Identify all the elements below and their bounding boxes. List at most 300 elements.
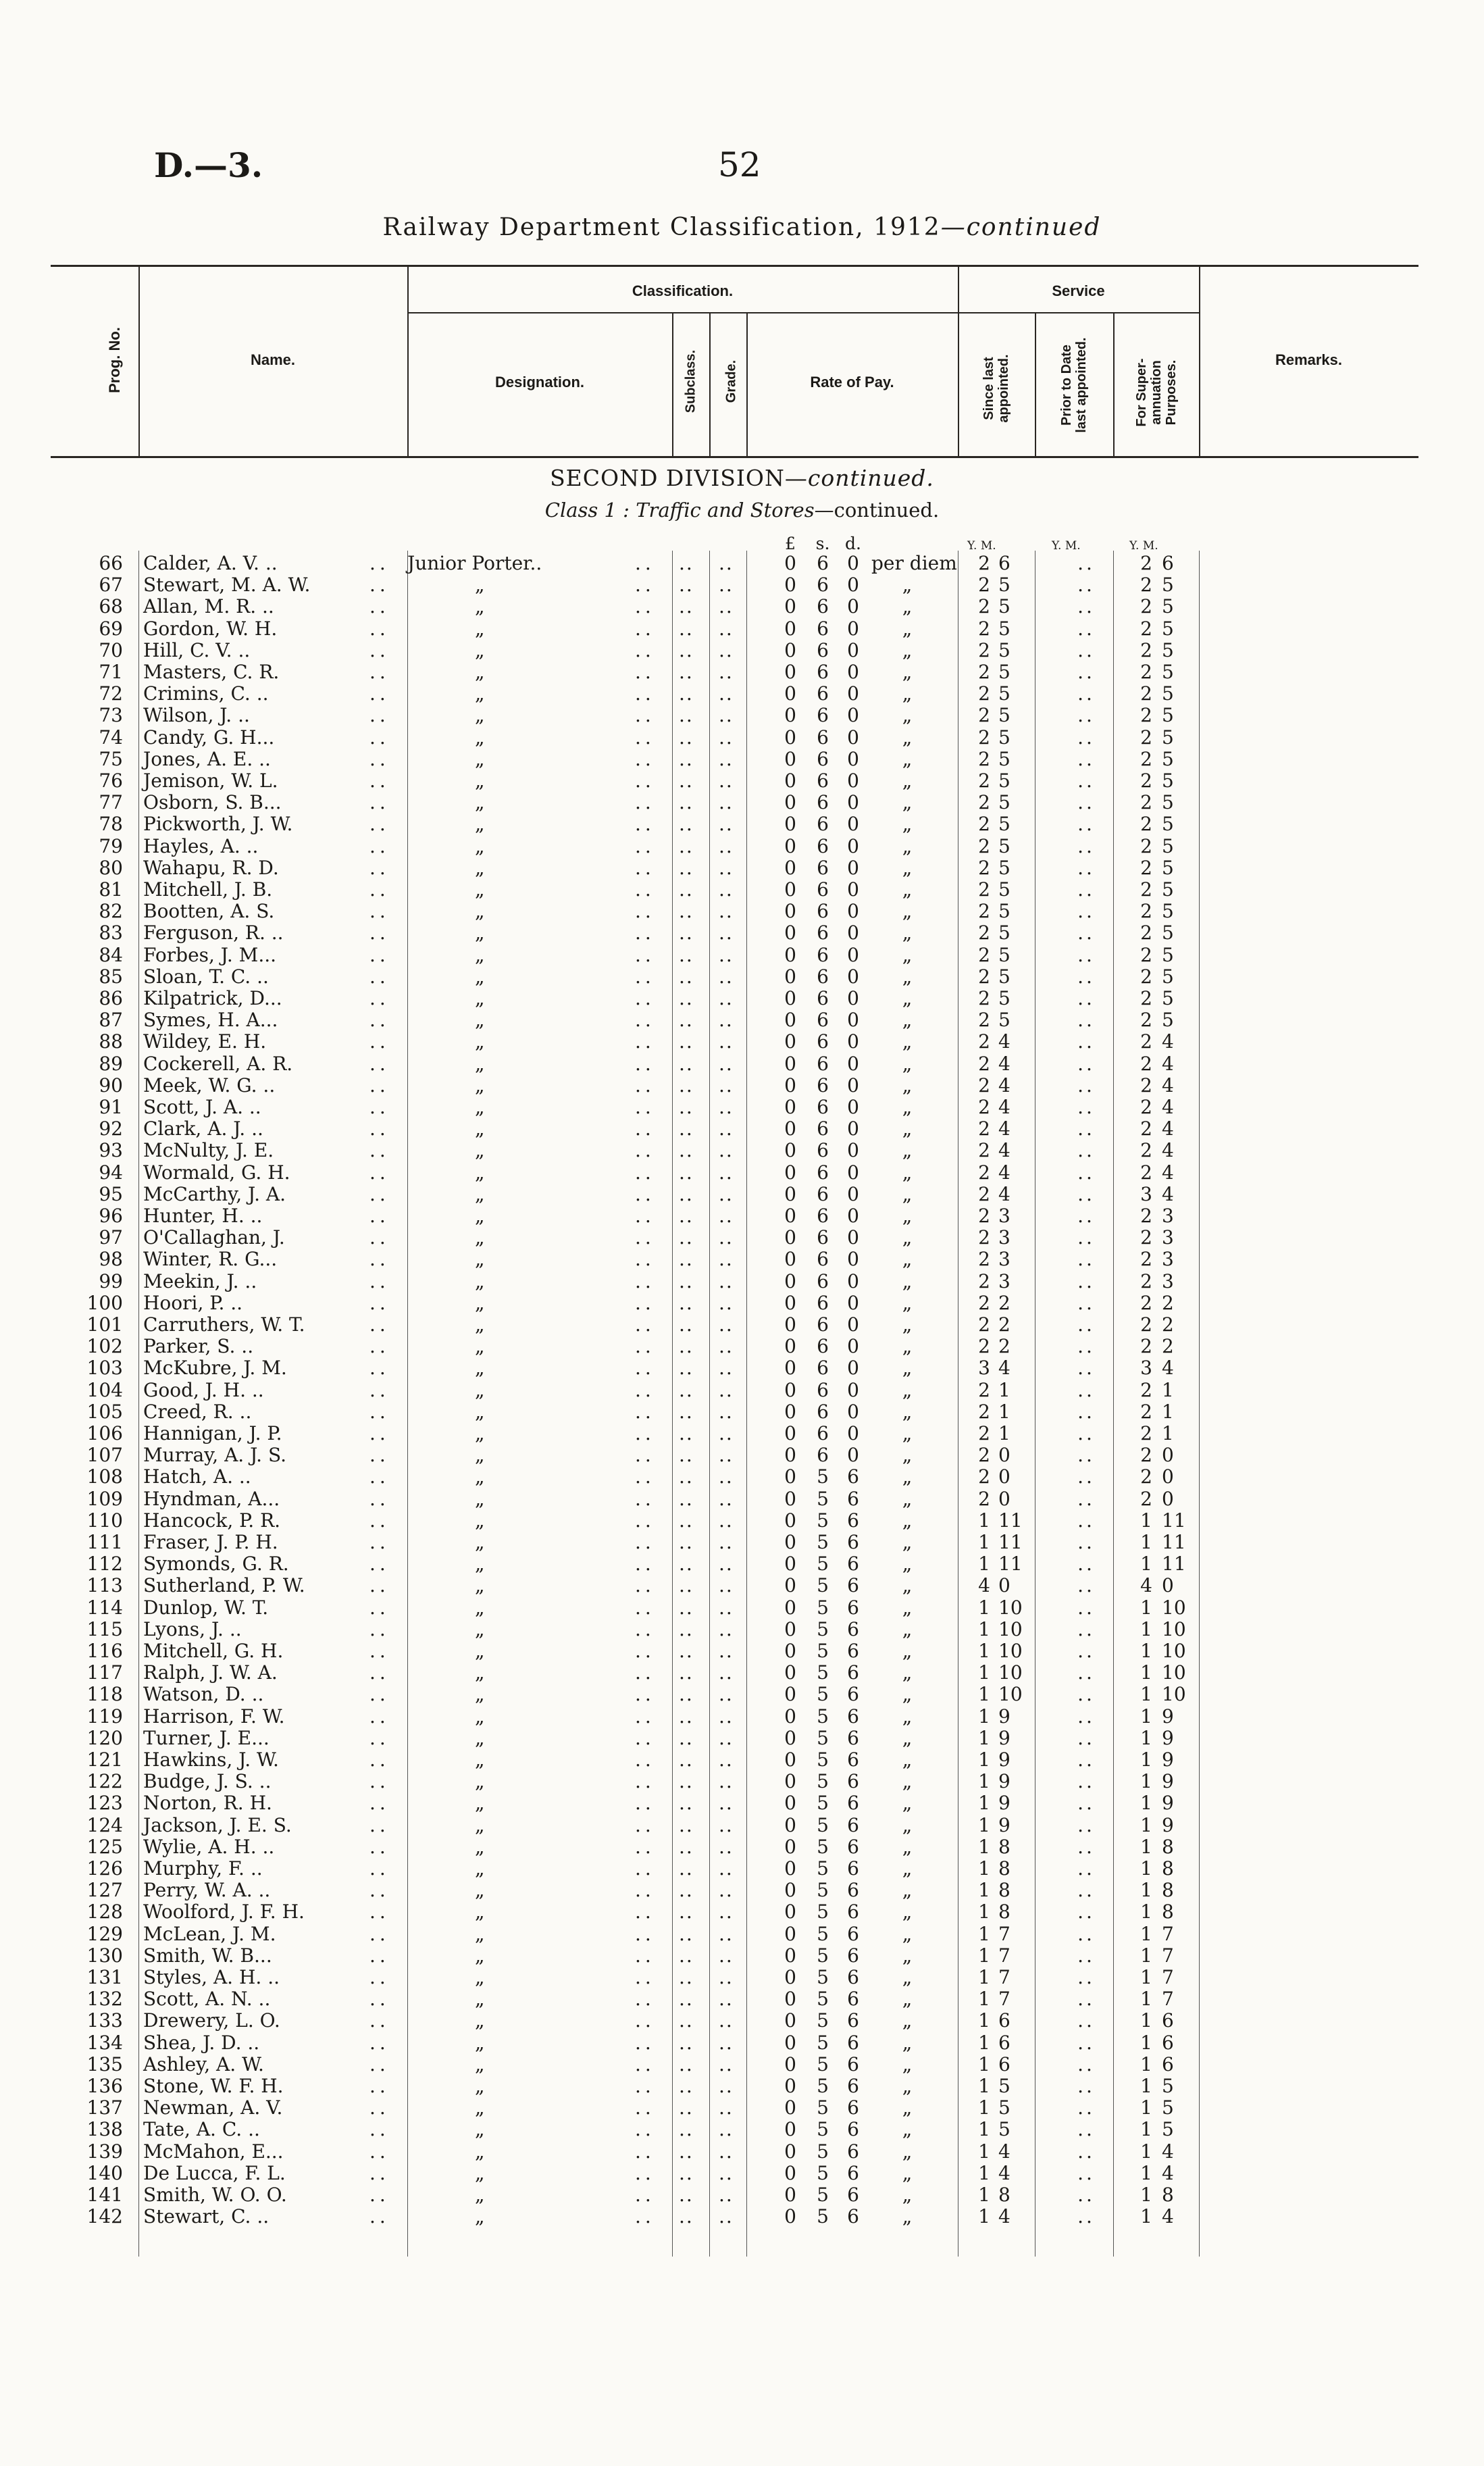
super-months: 3 — [1162, 1248, 1174, 1271]
page-number: 52 — [718, 145, 761, 184]
subclass-dots: .. — [679, 595, 694, 618]
grade-dots: .. — [719, 1726, 734, 1749]
row-name: Allan, M. R. .. — [143, 595, 274, 618]
row-designation: „ — [475, 1009, 485, 1032]
row-name: Fraser, J. P. H. — [143, 1531, 278, 1553]
pay-shillings: 6 — [817, 1269, 829, 1292]
row-name: Wilson, J. .. — [143, 704, 250, 727]
since-years: 2 — [978, 726, 990, 749]
name-dots: .. — [369, 791, 390, 814]
name-dots: .. — [369, 1291, 390, 1314]
pay-shillings: 5 — [817, 1835, 829, 1858]
grade-dots: .. — [719, 943, 734, 966]
super-months: 4 — [1162, 1117, 1174, 1140]
name-dots: .. — [369, 1661, 390, 1684]
name-dots: .. — [369, 1879, 390, 1902]
since-years: 2 — [978, 1052, 990, 1075]
subclass-dots: .. — [679, 1291, 694, 1314]
super-months: 11 — [1162, 1553, 1186, 1576]
row-number: 93 — [99, 1139, 123, 1162]
subclass-dots: .. — [679, 2009, 694, 2032]
grade-dots: .. — [719, 1335, 734, 1358]
since-months: 5 — [998, 834, 1010, 857]
since-years: 1 — [978, 2205, 990, 2228]
since-years: 2 — [978, 704, 990, 727]
super-months: 5 — [1162, 987, 1174, 1009]
row-designation: „ — [475, 1792, 485, 1815]
pay-note: „ — [902, 1378, 913, 1401]
name-dots: .. — [369, 1139, 390, 1162]
row-name: Woolford, J. F. H. — [143, 1901, 305, 1923]
pay-pounds: 0 — [784, 1661, 796, 1684]
super-months: 5 — [1162, 900, 1174, 923]
since-months: 3 — [998, 1205, 1010, 1227]
row-number: 66 — [99, 552, 123, 574]
table-row — [0, 1009, 1484, 1031]
name-dots: .. — [369, 813, 390, 836]
pay-shillings: 6 — [817, 791, 829, 814]
since-years: 2 — [978, 747, 990, 770]
title-main: Railway Department Classification, 1912 — [382, 213, 941, 241]
pay-pounds: 0 — [784, 770, 796, 792]
row-number: 96 — [99, 1205, 123, 1227]
pay-pounds: 0 — [784, 2140, 796, 2163]
pay-pounds: 0 — [784, 1531, 796, 1553]
grade-dots: .. — [719, 2031, 734, 2054]
since-years: 1 — [978, 1596, 990, 1619]
since-months: 9 — [998, 1792, 1010, 1815]
super-years: 2 — [1140, 943, 1152, 966]
row-name: Winter, R. G... — [143, 1248, 278, 1271]
pay-pounds: 0 — [784, 1617, 796, 1640]
pay-pence: 6 — [847, 1726, 859, 1749]
grade-dots: .. — [719, 2205, 734, 2228]
pay-pounds: 0 — [784, 965, 796, 988]
super-years: 1 — [1140, 1640, 1152, 1662]
since-months: 6 — [998, 2009, 1010, 2032]
since-years: 2 — [978, 1465, 990, 1488]
grade-dots: .. — [719, 1988, 734, 2011]
pay-pence: 0 — [847, 1205, 859, 1227]
pay-pounds: 0 — [784, 574, 796, 597]
since-years: 2 — [978, 1291, 990, 1314]
pay-pounds: 0 — [784, 1509, 796, 1532]
prior-dots: .. — [1077, 1553, 1095, 1576]
super-years: 1 — [1140, 2053, 1152, 2075]
subclass-dots: .. — [679, 965, 694, 988]
row-name: Symes, H. A... — [143, 1009, 278, 1032]
header-prog-no: Prog. No. — [106, 327, 123, 393]
designation-dots: .. — [635, 1161, 655, 1184]
name-dots: .. — [369, 1944, 390, 1967]
super-months: 0 — [1162, 1465, 1174, 1488]
designation-dots: .. — [635, 682, 655, 705]
row-number: 97 — [99, 1226, 123, 1249]
super-months: 10 — [1162, 1617, 1186, 1640]
designation-dots: .. — [635, 1400, 655, 1423]
row-number: 102 — [86, 1335, 123, 1358]
header-remarks: Remarks. — [1275, 351, 1343, 368]
grade-dots: .. — [719, 661, 734, 683]
unit-pence: d. — [845, 534, 861, 553]
grade-dots: .. — [719, 791, 734, 814]
grade-dots: .. — [719, 1313, 734, 1336]
pay-pounds: 0 — [784, 1726, 796, 1749]
pay-shillings: 5 — [817, 2140, 829, 2163]
subclass-dots: .. — [679, 1313, 694, 1336]
row-name: Drewery, L. O. — [143, 2009, 280, 2032]
super-months: 11 — [1162, 1531, 1186, 1553]
prior-dots: .. — [1077, 1596, 1095, 1619]
super-years: 1 — [1140, 1553, 1152, 1576]
header-classification-rule — [407, 312, 1199, 313]
row-number: 122 — [86, 1770, 123, 1793]
super-years: 3 — [1140, 1182, 1152, 1205]
name-dots: .. — [369, 1378, 390, 1401]
since-months: 5 — [998, 900, 1010, 923]
row-number: 108 — [86, 1465, 123, 1488]
prior-dots: .. — [1077, 1922, 1095, 1945]
table-row — [0, 1162, 1484, 1184]
since-months: 5 — [998, 747, 1010, 770]
subclass-dots: .. — [679, 661, 694, 683]
pay-note: „ — [902, 1574, 913, 1597]
table-row — [0, 988, 1484, 1009]
designation-dots: .. — [635, 1182, 655, 1205]
pay-pounds: 0 — [784, 1813, 796, 1836]
since-months: 5 — [998, 617, 1010, 640]
pay-shillings: 6 — [817, 922, 829, 945]
since-months: 4 — [998, 2140, 1010, 2163]
pay-note: „ — [902, 922, 913, 945]
name-dots: .. — [369, 682, 390, 705]
pay-shillings: 6 — [817, 1161, 829, 1184]
designation-dots: .. — [635, 1857, 655, 1880]
row-name: Jackson, J. E. S. — [143, 1813, 292, 1836]
row-designation: „ — [475, 1335, 485, 1358]
grade-dots: .. — [719, 1096, 734, 1118]
since-months: 5 — [998, 2096, 1010, 2119]
super-months: 5 — [1162, 1009, 1174, 1032]
row-name: Kilpatrick, D... — [143, 987, 282, 1009]
super-months: 5 — [1162, 922, 1174, 945]
table-row — [0, 1227, 1484, 1249]
row-name: Hancock, P. R. — [143, 1509, 281, 1532]
pay-shillings: 5 — [817, 2118, 829, 2141]
row-designation: „ — [475, 1966, 485, 1988]
row-designation: „ — [475, 2053, 485, 2075]
pay-pence: 0 — [847, 704, 859, 727]
designation-dots: .. — [635, 1487, 655, 1510]
since-years: 1 — [978, 1835, 990, 1858]
subclass-dots: .. — [679, 2118, 694, 2141]
since-years: 1 — [978, 1966, 990, 1988]
pay-pounds: 0 — [784, 943, 796, 966]
grade-dots: .. — [719, 1357, 734, 1380]
pay-shillings: 5 — [817, 1857, 829, 1880]
prior-dots: .. — [1077, 2161, 1095, 2184]
pay-pounds: 0 — [784, 1400, 796, 1423]
since-months: 5 — [998, 922, 1010, 945]
designation-dots: .. — [635, 1640, 655, 1662]
pay-note: „ — [902, 1444, 913, 1467]
subclass-dots: .. — [679, 1661, 694, 1684]
since-years: 2 — [978, 682, 990, 705]
pay-pence: 6 — [847, 2009, 859, 2032]
table-row — [0, 1118, 1484, 1140]
name-dots: .. — [369, 1922, 390, 1945]
subclass-dots: .. — [679, 987, 694, 1009]
designation-dots: .. — [635, 2205, 655, 2228]
unit-prior-ym: Y. M. — [1052, 539, 1081, 553]
prior-dots: .. — [1077, 943, 1095, 966]
pay-shillings: 5 — [817, 1944, 829, 1967]
super-months: 5 — [1162, 813, 1174, 836]
row-number: 87 — [99, 1009, 123, 1032]
grade-dots: .. — [719, 900, 734, 923]
row-designation: „ — [475, 617, 485, 640]
row-number: 112 — [86, 1553, 123, 1576]
name-dots: .. — [369, 2118, 390, 2141]
subclass-dots: .. — [679, 770, 694, 792]
subclass-dots: .. — [679, 1857, 694, 1880]
row-designation: „ — [475, 1357, 485, 1380]
super-months: 4 — [1162, 1139, 1174, 1162]
since-months: 1 — [998, 1400, 1010, 1423]
pay-note: „ — [902, 1117, 913, 1140]
row-number: 92 — [99, 1117, 123, 1140]
designation-dots: .. — [635, 1748, 655, 1771]
since-months: 4 — [998, 1139, 1010, 1162]
row-name: Turner, J. E... — [143, 1726, 270, 1749]
prior-dots: .. — [1077, 1291, 1095, 1314]
row-name: Smith, W. O. O. — [143, 2184, 287, 2206]
grade-dots: .. — [719, 1487, 734, 1510]
name-dots: .. — [369, 1074, 390, 1097]
row-number: 131 — [86, 1966, 123, 1988]
row-name: Gordon, W. H. — [143, 617, 278, 640]
designation-dots: .. — [635, 638, 655, 661]
subclass-dots: .. — [679, 1531, 694, 1553]
subclass-dots: .. — [679, 1813, 694, 1836]
pay-note: „ — [902, 2205, 913, 2228]
table-row — [0, 1357, 1484, 1379]
prior-dots: .. — [1077, 1313, 1095, 1336]
name-dots: .. — [369, 2161, 390, 2184]
pay-pounds: 0 — [784, 1879, 796, 1902]
since-months: 0 — [998, 1487, 1010, 1510]
since-months: 2 — [998, 1313, 1010, 1336]
super-months: 4 — [1162, 2161, 1174, 2184]
prior-dots: .. — [1077, 1988, 1095, 2011]
pay-pounds: 0 — [784, 1030, 796, 1053]
grade-dots: .. — [719, 1640, 734, 1662]
since-months: 5 — [998, 856, 1010, 879]
row-name: Hayles, A. .. — [143, 834, 259, 857]
pay-shillings: 5 — [817, 1726, 829, 1749]
super-months: 5 — [1162, 726, 1174, 749]
super-years: 1 — [1140, 1770, 1152, 1793]
since-years: 1 — [978, 1640, 990, 1662]
row-designation: „ — [475, 2096, 485, 2119]
subclass-dots: .. — [679, 922, 694, 945]
subclass-dots: .. — [679, 1553, 694, 1576]
super-years: 2 — [1140, 1487, 1152, 1510]
pay-pounds: 0 — [784, 661, 796, 683]
grade-dots: .. — [719, 1574, 734, 1597]
super-months: 5 — [1162, 617, 1174, 640]
since-months: 1 — [998, 1378, 1010, 1401]
row-number: 90 — [99, 1074, 123, 1097]
subclass-dots: .. — [679, 878, 694, 901]
since-years: 2 — [978, 1139, 990, 1162]
row-designation: „ — [475, 1378, 485, 1401]
pay-shillings: 6 — [817, 965, 829, 988]
super-months: 5 — [1162, 682, 1174, 705]
since-months: 5 — [998, 574, 1010, 597]
row-name: Wormald, G. H. — [143, 1161, 290, 1184]
super-years: 1 — [1140, 2075, 1152, 2097]
since-years: 2 — [978, 1205, 990, 1227]
since-months: 8 — [998, 1901, 1010, 1923]
super-years: 1 — [1140, 2161, 1152, 2184]
name-dots: .. — [369, 1161, 390, 1184]
since-years: 1 — [978, 1988, 990, 2011]
prior-dots: .. — [1077, 965, 1095, 988]
pay-pounds: 0 — [784, 856, 796, 879]
row-number: 140 — [86, 2161, 123, 2184]
row-name: Newman, A. V. — [143, 2096, 283, 2119]
pay-pounds: 0 — [784, 2161, 796, 2184]
prior-dots: .. — [1077, 1248, 1095, 1271]
pay-shillings: 6 — [817, 1291, 829, 1314]
super-months: 1 — [1162, 1400, 1174, 1423]
since-years: 1 — [978, 1531, 990, 1553]
super-years: 2 — [1140, 1291, 1152, 1314]
name-dots: .. — [369, 1444, 390, 1467]
pay-shillings: 5 — [817, 1617, 829, 1640]
grade-dots: .. — [719, 1117, 734, 1140]
super-years: 2 — [1140, 813, 1152, 836]
super-months: 9 — [1162, 1792, 1174, 1815]
header-designation: Designation. — [494, 374, 584, 391]
pay-pence: 0 — [847, 1357, 859, 1380]
pay-shillings: 6 — [817, 595, 829, 618]
grade-dots: .. — [719, 1748, 734, 1771]
subclass-dots: .. — [679, 552, 694, 574]
pay-shillings: 6 — [817, 704, 829, 727]
subclass-dots: .. — [679, 1640, 694, 1662]
super-years: 1 — [1140, 2096, 1152, 2119]
pay-pounds: 0 — [784, 791, 796, 814]
row-number: 104 — [86, 1378, 123, 1401]
pay-pence: 0 — [847, 1248, 859, 1271]
grade-dots: .. — [719, 1030, 734, 1053]
table-row — [0, 2206, 1484, 2228]
name-dots: .. — [369, 1205, 390, 1227]
pay-note: „ — [902, 1770, 913, 1793]
row-number: 132 — [86, 1988, 123, 2011]
table-row — [0, 1836, 1484, 1858]
table-row — [0, 1771, 1484, 1792]
designation-dots: .. — [635, 1117, 655, 1140]
subclass-dots: .. — [679, 1400, 694, 1423]
pay-shillings: 5 — [817, 1966, 829, 1988]
since-years: 1 — [978, 1922, 990, 1945]
pay-pounds: 0 — [784, 1574, 796, 1597]
pay-pounds: 0 — [784, 552, 796, 574]
since-years: 2 — [978, 943, 990, 966]
name-dots: .. — [369, 2031, 390, 2054]
table-row — [0, 1423, 1484, 1444]
grade-dots: .. — [719, 987, 734, 1009]
since-months: 5 — [998, 2075, 1010, 2097]
super-months: 4 — [1162, 1357, 1174, 1380]
row-designation: „ — [475, 661, 485, 683]
pay-note: „ — [902, 1357, 913, 1380]
table-row — [0, 1031, 1484, 1053]
super-years: 2 — [1140, 1205, 1152, 1227]
row-number: 105 — [86, 1400, 123, 1423]
row-designation: „ — [475, 1683, 485, 1706]
prior-dots: .. — [1077, 1117, 1095, 1140]
subclass-dots: .. — [679, 1465, 694, 1488]
designation-dots: .. — [635, 791, 655, 814]
designation-dots: .. — [635, 2009, 655, 2032]
super-years: 2 — [1140, 747, 1152, 770]
pay-note: „ — [902, 1966, 913, 1988]
pay-pence: 0 — [847, 770, 859, 792]
subclass-dots: .. — [679, 1683, 694, 1706]
pay-pence: 0 — [847, 1052, 859, 1075]
row-number: 142 — [86, 2205, 123, 2228]
row-number: 98 — [99, 1248, 123, 1271]
grade-dots: .. — [719, 1553, 734, 1576]
row-name: Candy, G. H... — [143, 726, 275, 749]
row-number: 86 — [99, 987, 123, 1009]
unit-since-ym: Y. M. — [967, 539, 996, 553]
name-dots: .. — [369, 943, 390, 966]
row-number: 91 — [99, 1096, 123, 1118]
row-designation: „ — [475, 1640, 485, 1662]
designation-dots: .. — [635, 1661, 655, 1684]
super-months: 1 — [1162, 1422, 1174, 1444]
since-years: 2 — [978, 813, 990, 836]
super-years: 2 — [1140, 791, 1152, 814]
table-row — [0, 1249, 1484, 1270]
grade-dots: .. — [719, 1966, 734, 1988]
header-since-last: Since last appointed. — [981, 354, 1011, 423]
designation-dots: .. — [635, 1052, 655, 1075]
table-row — [0, 1444, 1484, 1466]
row-name: Stewart, C. .. — [143, 2205, 270, 2228]
row-number: 126 — [86, 1857, 123, 1880]
row-designation: „ — [475, 1444, 485, 1467]
table-row — [0, 2054, 1484, 2075]
grade-dots: .. — [719, 704, 734, 727]
grade-dots: .. — [719, 1813, 734, 1836]
pay-note: „ — [902, 2184, 913, 2206]
pay-pounds: 0 — [784, 1052, 796, 1075]
super-months: 7 — [1162, 1966, 1174, 1988]
super-years: 2 — [1140, 682, 1152, 705]
row-designation: „ — [475, 2031, 485, 2054]
prior-dots: .. — [1077, 1683, 1095, 1706]
pay-pounds: 0 — [784, 638, 796, 661]
pay-pounds: 0 — [784, 1074, 796, 1097]
pay-shillings: 6 — [817, 1335, 829, 1358]
pay-pounds: 0 — [784, 1770, 796, 1793]
